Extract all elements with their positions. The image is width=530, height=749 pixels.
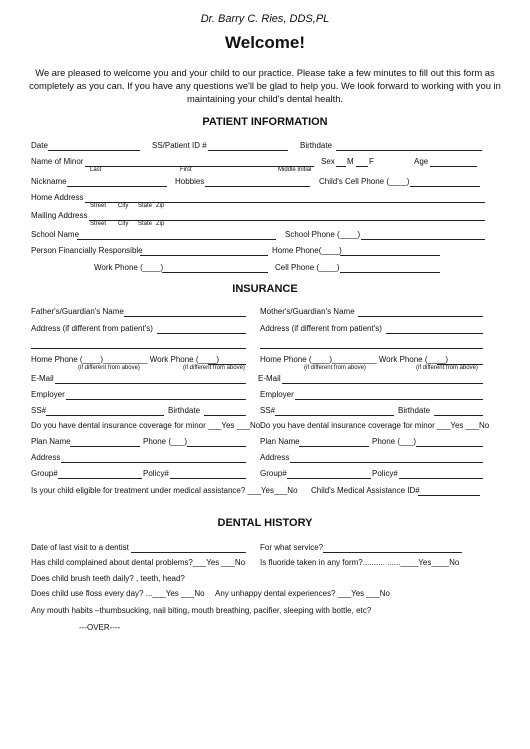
sub-last: Last — [90, 167, 102, 173]
nickname-label: Nickname — [31, 177, 67, 186]
sub-zip-1: Zip — [156, 203, 165, 209]
ins-address-label-r: Address — [260, 453, 290, 462]
ss-label-r: SS# — [260, 406, 276, 415]
group-field[interactable] — [58, 478, 142, 479]
sub-street-1: Street — [90, 203, 107, 209]
plan-phone-field[interactable] — [187, 446, 246, 447]
mguardian-label: Mother's/Guardian's Name — [260, 307, 355, 316]
plan-phone-label-r: Phone (___) — [372, 437, 417, 446]
email-label: E-Mail — [31, 374, 54, 383]
age-label: Age — [414, 157, 429, 166]
for-what-field[interactable] — [323, 552, 462, 553]
coverage-label: Do you have dental insurance coverage for minor ___Yes ___No — [31, 421, 261, 430]
work-phone-label: Work Phone (____) — [94, 263, 164, 272]
employer-label: Employer — [31, 390, 65, 399]
intro-line-2: completely as you can. If you have any questions we'll be glad to help you. We look forward to working with you in — [29, 80, 501, 91]
school-name-label: School Name — [31, 230, 80, 239]
employer-field-r[interactable] — [295, 399, 483, 400]
home-phone-field[interactable] — [340, 255, 440, 256]
sub-city-1: City — [118, 203, 129, 209]
cell-phone-field[interactable] — [340, 272, 440, 273]
ifdiff-4: (if different from above) — [416, 365, 478, 371]
plan-phone-label: Phone (___) — [143, 437, 188, 446]
sub-state-2: State — [138, 221, 153, 227]
address-diff-label-r: Address (if different from patient's) — [260, 324, 382, 333]
fluoride-label: Is fluoride taken in any form?.......... ......____Yes____No — [260, 558, 460, 567]
ifdiff-1: (if different from above) — [78, 365, 140, 371]
date-field[interactable] — [48, 150, 140, 151]
policy-field-r[interactable] — [399, 478, 483, 479]
last-visit-field[interactable] — [131, 552, 246, 553]
cell-field[interactable] — [410, 186, 480, 187]
financial-label: Person Financially Responsible — [31, 246, 143, 255]
nickname-field[interactable] — [67, 186, 167, 187]
birthdate-label: Birthdate — [300, 141, 333, 150]
brush-label: Does child brush teeth daily? , teeth, head? — [31, 574, 185, 583]
for-what-label: For what service? — [260, 543, 324, 552]
email-field-r[interactable] — [282, 383, 483, 384]
name-minor-label: Name of Minor — [31, 157, 84, 166]
financial-field[interactable] — [140, 255, 268, 256]
cell-phone-label: Cell Phone (____) — [275, 263, 340, 272]
page-title: Welcome! — [225, 33, 305, 52]
policy-label-r: Policy# — [372, 469, 398, 478]
mailing-address-label: Mailing Address — [31, 211, 88, 220]
email-label-r: E-Mail — [258, 374, 281, 383]
ss-field[interactable] — [46, 415, 164, 416]
habits-label: Any mouth habits –thumbsucking, nail biting, mouth breathing, pacifier, sleeping with bottle, etc? — [31, 606, 372, 615]
sex-f: F — [369, 157, 374, 166]
ssid-label: SS/Patient ID # — [152, 141, 207, 150]
ins-address-field[interactable] — [61, 462, 246, 463]
dental-history-heading: DENTAL HISTORY — [217, 517, 313, 529]
eligible-label: Is your child eligible for treatment under medical assistance? ___Yes___No — [31, 486, 298, 495]
plan-label: Plan Name — [31, 437, 71, 446]
complained-label: Has child complained about dental problems?___Yes ___No — [31, 558, 246, 567]
ins-birthdate-field-r[interactable] — [434, 415, 483, 416]
group-label-r: Group# — [260, 469, 287, 478]
floss-label: Does child use floss every day? ...___Yes ___No — [31, 589, 205, 598]
birthdate-field[interactable] — [336, 150, 482, 151]
age-field[interactable] — [430, 166, 477, 167]
sub-zip-2: Zip — [156, 221, 165, 227]
school-phone-field[interactable] — [361, 239, 485, 240]
hobbies-label: Hobbies — [175, 177, 205, 186]
address-diff-field-r[interactable] — [386, 333, 483, 334]
address-diff-field-2[interactable] — [31, 348, 246, 349]
sex-m: M — [347, 157, 354, 166]
plan-label-r: Plan Name — [260, 437, 300, 446]
policy-label: Policy# — [143, 469, 169, 478]
sub-first: First — [180, 167, 192, 173]
hobbies-field[interactable] — [205, 186, 310, 187]
unhappy-label: Any unhappy dental experiences? ___Yes ___No — [215, 589, 390, 598]
sub-city-2: City — [118, 221, 129, 227]
sub-state-1: State — [138, 203, 153, 209]
patient-info-heading: PATIENT INFORMATION — [202, 116, 328, 128]
intro-line-3: maintaining your child's dental health. — [186, 93, 344, 104]
doctor-name: Dr. Barry C. Ries, DDS,PL — [200, 13, 330, 25]
ifdiff-3: (if different from above) — [304, 365, 366, 371]
sex-label: Sex — [321, 157, 335, 166]
coverage-label-r: Do you have dental insurance coverage for minor ___Yes ___No — [260, 421, 490, 430]
ma-id-field[interactable] — [418, 495, 480, 496]
guardian-label: Father's/Guardian's Name — [31, 307, 124, 316]
school-name-field[interactable] — [77, 239, 276, 240]
address-diff-field[interactable] — [157, 333, 246, 334]
sex-f-field[interactable] — [356, 166, 368, 167]
ss-label: SS# — [31, 406, 47, 415]
home-address-label: Home Address — [31, 193, 84, 202]
work-phone-field[interactable] — [162, 272, 268, 273]
plan-field[interactable] — [70, 446, 140, 447]
group-field-r[interactable] — [287, 478, 371, 479]
ma-id-label: Child's Medical Assistance ID# — [311, 486, 420, 495]
school-phone-label: School Phone (____) — [285, 230, 361, 239]
home-work-label-r: Home Phone (____)__________ Work Phone (____) — [260, 355, 448, 364]
group-label: Group# — [31, 469, 58, 478]
address-diff-field-r-2[interactable] — [260, 348, 483, 349]
ins-address-field-r[interactable] — [290, 462, 483, 463]
plan-phone-field-r[interactable] — [416, 446, 483, 447]
guardian-field[interactable] — [124, 316, 246, 317]
cell-label: Child's Cell Phone (____) — [319, 177, 410, 186]
ifdiff-2: (if different from above) — [183, 365, 245, 371]
ins-address-label: Address — [31, 453, 61, 462]
employer-field[interactable] — [66, 399, 246, 400]
ins-birthdate-label: Birthdate — [168, 406, 201, 415]
sub-middle: Middle Initial — [278, 167, 312, 173]
sub-street-2: Street — [90, 221, 107, 227]
sex-m-field[interactable] — [336, 166, 346, 167]
ssid-field[interactable] — [208, 150, 288, 151]
email-field[interactable] — [55, 383, 246, 384]
date-label: Date — [31, 141, 48, 150]
over-label: ---OVER---- — [79, 623, 121, 632]
home-work-label: Home Phone (____)__________ Work Phone (____) — [31, 355, 219, 364]
employer-label-r: Employer — [260, 390, 294, 399]
ins-birthdate-label-r: Birthdate — [398, 406, 431, 415]
address-diff-label: Address (if different from patient's) — [31, 324, 153, 333]
home-phone-label: Home Phone(____) — [272, 246, 342, 255]
policy-field[interactable] — [170, 478, 246, 479]
plan-field-r[interactable] — [299, 446, 369, 447]
ins-birthdate-field[interactable] — [204, 415, 246, 416]
ss-field-r[interactable] — [275, 415, 394, 416]
last-visit-label: Date of last visit to a dentist — [31, 543, 129, 552]
mguardian-field[interactable] — [358, 316, 483, 317]
insurance-heading: INSURANCE — [232, 283, 298, 295]
intro-line-1: We are pleased to welcome you and your child to our practice. Please take a few minutes to fill out this form as — [35, 67, 495, 78]
